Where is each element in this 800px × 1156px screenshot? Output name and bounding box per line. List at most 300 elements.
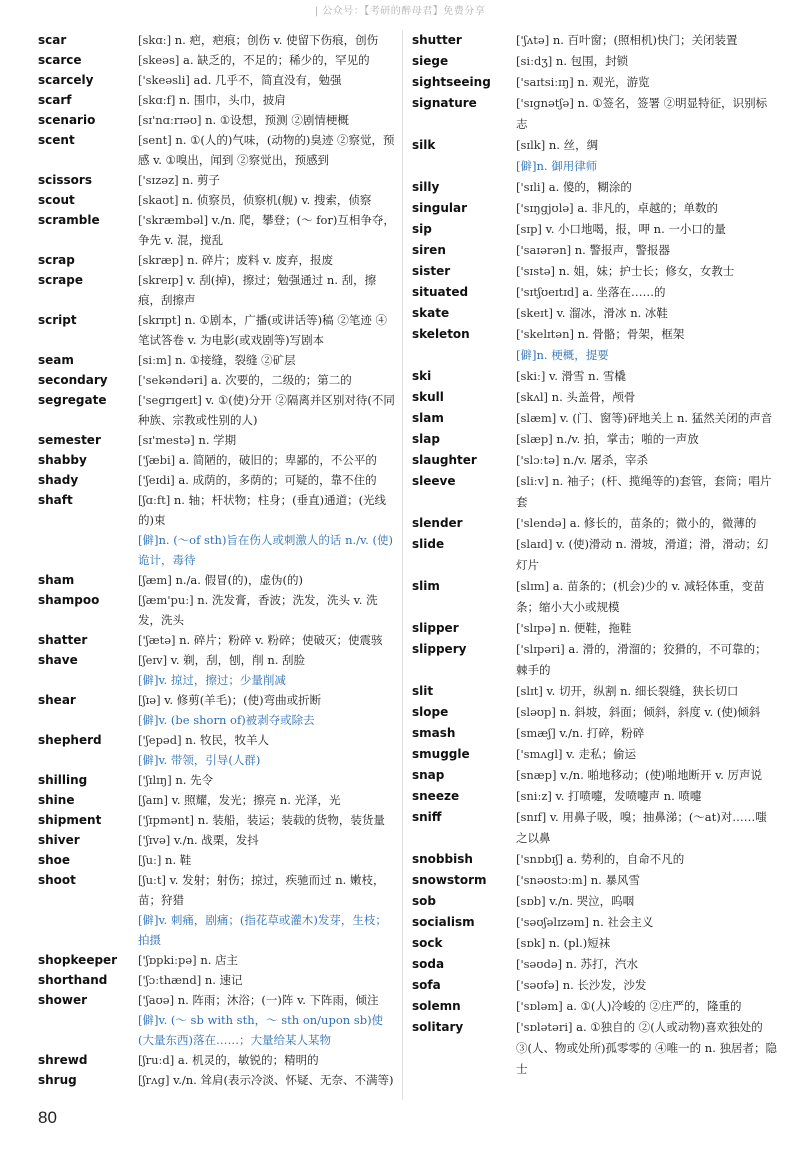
- definition-text: v. 发射；射伤；掠过，疾驰而过 n. 嫩枝，苗；狩猎: [138, 873, 385, 907]
- definition-text: n. 剪子: [178, 173, 221, 187]
- pronunciation: [sliːv]: [516, 474, 549, 488]
- headword: silk: [412, 138, 436, 152]
- dictionary-entry: [412, 324, 778, 366]
- definition-text: n. 便鞋，拖鞋: [555, 621, 632, 635]
- dictionary-entry: [412, 366, 778, 387]
- definition: [516, 975, 778, 996]
- definition: [138, 630, 396, 650]
- headword: scarcely: [38, 73, 94, 87]
- definition: [138, 350, 396, 370]
- pronunciation: [ʃɑːft]: [138, 493, 171, 507]
- dictionary-entry: [412, 639, 778, 681]
- definition-text: n. ①设想，预测 ②剧情梗概: [201, 113, 349, 127]
- definition: [516, 765, 778, 786]
- dictionary-entry: [38, 870, 396, 950]
- headword: sightseeing: [412, 75, 491, 89]
- definition-text: n./a. 假冒(的)，虚伪(的): [171, 573, 304, 587]
- dictionary-entry: [412, 219, 778, 240]
- dictionary-entry: [38, 170, 396, 190]
- pronunciation: [smæʃ]: [516, 726, 556, 740]
- definition-text: n. 速记: [201, 973, 243, 987]
- rare-meaning: [僻]v. (be shorn of)被剥夺或除去: [138, 713, 315, 727]
- dictionary-entry: [38, 130, 396, 170]
- pronunciation: ['sɪŋgjʊlə]: [516, 201, 574, 215]
- definition: [138, 990, 396, 1050]
- pronunciation: [siːdʒ]: [516, 54, 553, 68]
- pronunciation: ['sɪzəz]: [138, 173, 179, 187]
- definition-text: n. 观光，游览: [573, 75, 650, 89]
- definition: [516, 471, 778, 513]
- pronunciation: [ʃæm]: [138, 573, 172, 587]
- definition: [516, 30, 778, 51]
- definition-text: n. 碎片；废料 v. 废弃，报废: [183, 253, 333, 267]
- definition-text: n. 警报声，警报器: [571, 243, 670, 257]
- dictionary-entry: [38, 390, 396, 430]
- headword: slippery: [412, 642, 467, 656]
- headword: sneeze: [412, 789, 460, 803]
- headword: shady: [38, 473, 79, 487]
- pronunciation: [ʃeɪv]: [138, 653, 168, 667]
- pronunciation: ['sɪstə]: [516, 264, 556, 278]
- definition: [138, 870, 396, 950]
- headword: scrape: [38, 273, 83, 287]
- headword: shear: [38, 693, 76, 707]
- definition-text: a. ①独自的 ②(人或动物)喜欢独处的 ③(人、物或处所)孤零零的 ④唯一的 n. 独居者；隐士: [516, 1020, 777, 1076]
- dictionary-entry: [412, 723, 778, 744]
- definition-text: n. 店主: [196, 953, 239, 967]
- pronunciation: [slæm]: [516, 411, 557, 425]
- dictionary-entry: [38, 270, 396, 310]
- pronunciation: ['ʃæbi]: [138, 453, 176, 467]
- dictionary-entry: [412, 177, 778, 198]
- dictionary-entry: [412, 996, 778, 1017]
- definition: [516, 702, 778, 723]
- definition: [516, 1017, 778, 1080]
- pronunciation: ['snɒbɪʃ]: [516, 852, 563, 866]
- definition-text: a. 苗条的；(机会)少的 v. 减轻体重，变苗条；缩小大小或规模: [516, 579, 765, 614]
- dictionary-entry: [412, 912, 778, 933]
- definition-text: n. ①签名，签署 ②明显特征，识别标志: [516, 96, 768, 131]
- headword: shrug: [38, 1073, 77, 1087]
- definition: [516, 954, 778, 975]
- dictionary-entry: [38, 770, 396, 790]
- rare-meaning: [僻]n. 梗概，提要: [516, 348, 609, 362]
- definition-text: n. 头盖骨，颅骨: [548, 390, 636, 404]
- definition-text: n. 先令: [171, 773, 214, 787]
- dictionary-entry: [412, 135, 778, 177]
- definition: [138, 390, 396, 430]
- headword: shutter: [412, 33, 462, 47]
- definition: [138, 370, 396, 390]
- definition-text: a. ①(人)冷峻的 ②庄严的，隆重的: [562, 999, 742, 1013]
- headword: silly: [412, 180, 440, 194]
- dictionary-entry: [38, 970, 396, 990]
- definition: [516, 807, 778, 849]
- headword: shrewd: [38, 1053, 88, 1067]
- definition: [516, 786, 778, 807]
- dictionary-entry: [412, 786, 778, 807]
- headword: soda: [412, 957, 445, 971]
- pronunciation: [sɪ'mestə]: [138, 433, 195, 447]
- dictionary-entry: [412, 702, 778, 723]
- definition-text: n. 轴；杆状物；柱身；(垂直)通道；(光线的)束: [138, 493, 387, 527]
- definition-text: v./n. 哭泣，呜咽: [545, 894, 635, 908]
- dictionary-entry: [38, 30, 396, 50]
- headword: scarce: [38, 53, 82, 67]
- definition: [138, 210, 396, 250]
- definition-text: v./n. 啪地移动；(使)啪地断开 v. 厉声说: [556, 768, 763, 782]
- definition: [516, 240, 778, 261]
- definition-text: n. 斜坡，斜面；倾斜，斜度 v. (使)倾斜: [555, 705, 761, 719]
- dictionary-entry: [38, 730, 396, 770]
- definition-text: v./n. 打碎，粉碎: [555, 726, 645, 740]
- pronunciation: [slaɪd]: [516, 537, 553, 551]
- headword: sister: [412, 264, 451, 278]
- pronunciation: [sɪp]: [516, 222, 542, 236]
- rare-meaning: [僻]v. (～ sb with sth，～ sth on/upon sb)使(大量东西)落在……；大量给某人某物: [138, 1013, 384, 1047]
- dictionary-entry: [412, 72, 778, 93]
- headword: shilling: [38, 773, 88, 787]
- definition: [138, 830, 396, 850]
- definition: [516, 870, 778, 891]
- pronunciation: [slɪt]: [516, 684, 543, 698]
- headword: slit: [412, 684, 434, 698]
- definition: [516, 198, 778, 219]
- headword: situated: [412, 285, 469, 299]
- definition: [516, 261, 778, 282]
- definition: [516, 93, 778, 135]
- definition-text: n./v. 屠杀，宰杀: [559, 453, 649, 467]
- dictionary-entry: [412, 765, 778, 786]
- definition-text: n. 苏打，汽水: [562, 957, 639, 971]
- headword: scenario: [38, 113, 96, 127]
- headword: shabby: [38, 453, 87, 467]
- headword: shine: [38, 793, 75, 807]
- pronunciation: ['slɔːtə]: [516, 453, 560, 467]
- definition: [516, 51, 778, 72]
- definition: [516, 324, 778, 366]
- definition-text: n. 袖子；(杆、揽绳等的)套管，套筒；唱片套: [516, 474, 772, 509]
- definition-text: a. 坐落在……的: [578, 285, 666, 299]
- dictionary-entry: [412, 93, 778, 135]
- definition: [138, 770, 396, 790]
- dictionary-entry: [38, 470, 396, 490]
- dictionary-entry: [412, 240, 778, 261]
- definition-text: n./v. 拍，掌击；啪的一声放: [552, 432, 699, 446]
- dictionary-entry: [412, 303, 778, 324]
- pronunciation: [ʃrʌg]: [138, 1073, 170, 1087]
- pronunciation: ['sɒləm]: [516, 999, 563, 1013]
- headword: scramble: [38, 213, 100, 227]
- headword: semester: [38, 433, 101, 447]
- pronunciation: ['saɪərən]: [516, 243, 572, 257]
- definition: [516, 576, 778, 618]
- definition-text: a. 修长的，苗条的；微小的，微薄的: [566, 516, 757, 530]
- definition: [516, 429, 778, 450]
- dictionary-entry: [38, 990, 396, 1050]
- dictionary-entry: [38, 570, 396, 590]
- definition: [516, 744, 778, 765]
- definition: [138, 270, 396, 310]
- dictionary-entry: [412, 933, 778, 954]
- definition-text: n. (pl.)短袜: [545, 936, 611, 950]
- headword: snobbish: [412, 852, 473, 866]
- definition: [516, 534, 778, 576]
- dictionary-entry: [38, 810, 396, 830]
- pronunciation: [ʃɪə]: [138, 693, 161, 707]
- headword: skeleton: [412, 327, 470, 341]
- headword: scout: [38, 193, 75, 207]
- definition: [138, 1050, 396, 1070]
- headword: skate: [412, 306, 450, 320]
- definition-text: n. 暴风雪: [587, 873, 640, 887]
- dictionary-entry: [38, 650, 396, 690]
- pronunciation: [snæp]: [516, 768, 557, 782]
- definition: [138, 850, 396, 870]
- dictionary-entry: [38, 70, 396, 90]
- definition: [138, 690, 396, 730]
- definition-text: v. 照耀，发光；擦亮 n. 光泽，光: [168, 793, 341, 807]
- headword: shoe: [38, 853, 71, 867]
- pronunciation: ['skræmbəl]: [138, 213, 209, 227]
- pronunciation: [slæp]: [516, 432, 553, 446]
- headword: slam: [412, 411, 444, 425]
- definition: [516, 387, 778, 408]
- headword: shave: [38, 653, 78, 667]
- dictionary-entry: [412, 30, 778, 51]
- headword: segregate: [38, 393, 107, 407]
- rare-meaning: [僻]v. 掠过，擦过；少量削减: [138, 673, 286, 687]
- definition-text: a. 势利的，自命不凡的: [562, 852, 685, 866]
- definition-text: v. 走私；偷运: [562, 747, 637, 761]
- definition: [138, 570, 396, 590]
- headword: skull: [412, 390, 444, 404]
- definition: [516, 72, 778, 93]
- pronunciation: [skreɪp]: [138, 273, 184, 287]
- headword: shopkeeper: [38, 953, 118, 967]
- definition: [138, 810, 396, 830]
- pronunciation: ['sekəndəri]: [138, 373, 208, 387]
- pronunciation: [skrɪpt]: [138, 313, 182, 327]
- headword: seam: [38, 353, 74, 367]
- definition: [516, 135, 778, 177]
- pronunciation: [slɪm]: [516, 579, 550, 593]
- headword: scent: [38, 133, 75, 147]
- definition: [516, 849, 778, 870]
- dictionary-entry: [38, 310, 396, 350]
- pronunciation: ['ʃɒpkiːpə]: [138, 953, 197, 967]
- headword: slim: [412, 579, 440, 593]
- definition: [138, 70, 396, 90]
- pronunciation: ['slɪpəri]: [516, 642, 565, 656]
- rare-meaning: [僻]v. 带领，引导(人群): [138, 753, 261, 767]
- headword: ski: [412, 369, 432, 383]
- definition: [138, 250, 396, 270]
- headword: sofa: [412, 978, 441, 992]
- dictionary-entry: [412, 807, 778, 849]
- pronunciation: ['ʃeɪdi]: [138, 473, 175, 487]
- headword: sip: [412, 222, 432, 236]
- headword: scrap: [38, 253, 75, 267]
- headword: scissors: [38, 173, 92, 187]
- pronunciation: [sent]: [138, 133, 172, 147]
- definition: [138, 450, 396, 470]
- definition: [138, 90, 396, 110]
- dictionary-entry: [412, 954, 778, 975]
- definition-text: n. 鞋: [161, 853, 192, 867]
- definition-text: v./n. 爬，攀登；(～ for)互相争夺，争先 v. 混，搅乱: [138, 213, 395, 247]
- column-divider: [402, 30, 403, 1100]
- headword: scarf: [38, 93, 72, 107]
- headword: siren: [412, 243, 446, 257]
- definition: [516, 282, 778, 303]
- headword: shipment: [38, 813, 102, 827]
- rare-meaning: [僻]n. 御用律师: [516, 159, 598, 173]
- pronunciation: [skeɪt]: [516, 306, 553, 320]
- definition: [516, 996, 778, 1017]
- headword: shoot: [38, 873, 76, 887]
- dictionary-entry: [412, 744, 778, 765]
- headword: solitary: [412, 1020, 464, 1034]
- headword: slaughter: [412, 453, 477, 467]
- dictionary-entry: [412, 681, 778, 702]
- definition-text: n. 装船，装运；装载的货物，装货量: [194, 813, 385, 827]
- pronunciation: [ʃuː]: [138, 853, 162, 867]
- definition-text: n. 洗发膏，香波；洗发，洗头 v. 洗发，洗头: [138, 593, 378, 627]
- headword: slide: [412, 537, 445, 551]
- dictionary-entry: [38, 110, 396, 130]
- definition: [516, 618, 778, 639]
- dictionary-entry: [412, 618, 778, 639]
- pronunciation: [ʃuːt]: [138, 873, 166, 887]
- pronunciation: [ʃruːd]: [138, 1053, 175, 1067]
- headword: snap: [412, 768, 445, 782]
- definition-text: n. ①(人的)气味，(动物的)臭迹 ②察觉，预感 v. ①嗅出，闻到 ②察觉出，预感到: [138, 133, 395, 167]
- definition-text: n. 牧民，牧羊人: [181, 733, 269, 747]
- definition-text: a. 缺乏的，不足的；稀少的，罕见的: [179, 53, 370, 67]
- dictionary-entry: [38, 830, 396, 850]
- definition-text: v. 刮(掉)，擦过；勉强通过 n. 刮，擦痕，刮擦声: [138, 273, 377, 307]
- headword: shiver: [38, 833, 80, 847]
- page-number: 80: [38, 1108, 57, 1127]
- definition-text: n. 侦察员，侦察机(舰) v. 搜索，侦察: [178, 193, 372, 207]
- dictionary-entry: [38, 250, 396, 270]
- pronunciation: [skʌl]: [516, 390, 549, 404]
- definition: [516, 303, 778, 324]
- pronunciation: ['smʌgl]: [516, 747, 563, 761]
- pronunciation: ['snəʊstɔːm]: [516, 873, 588, 887]
- pronunciation: [sɒb]: [516, 894, 546, 908]
- pronunciation: [skeəs]: [138, 53, 180, 67]
- definition-text: a. 机灵的，敏锐的；精明的: [174, 1053, 319, 1067]
- headword: slipper: [412, 621, 459, 635]
- dictionary-entry: [412, 576, 778, 618]
- pronunciation: ['sɒlətəri]: [516, 1020, 573, 1034]
- pronunciation: ['ʃaʊə]: [138, 993, 175, 1007]
- definition-text: n. 百叶窗；(照相机)快门；关闭装置: [549, 33, 738, 47]
- definition-text: a. 非凡的，卓越的；单数的: [573, 201, 718, 215]
- definition: [138, 650, 396, 690]
- headword: singular: [412, 201, 468, 215]
- headword: shepherd: [38, 733, 102, 747]
- definition: [138, 190, 396, 210]
- pronunciation: ['ʃɔːthænd]: [138, 973, 202, 987]
- dictionary-entry: [412, 534, 778, 576]
- definition: [516, 219, 778, 240]
- dictionary-entry: [38, 690, 396, 730]
- definition-text: n. 疤，疤痕；创伤 v. 使留下伤痕，创伤: [171, 33, 379, 47]
- dictionary-entry: [38, 450, 396, 470]
- definition: [516, 912, 778, 933]
- pronunciation: ['slɪpə]: [516, 621, 556, 635]
- pronunciation: [skɑː]: [138, 33, 172, 47]
- definition-text: a. 简陋的，破旧的；卑鄙的，不公平的: [175, 453, 377, 467]
- definition: [138, 490, 396, 570]
- pronunciation: ['skelɪtən]: [516, 327, 574, 341]
- headword: signature: [412, 96, 477, 110]
- dictionary-entry: [38, 790, 396, 810]
- dictionary-entry: [38, 370, 396, 390]
- dictionary-entry: [412, 1017, 778, 1080]
- headword: smuggle: [412, 747, 470, 761]
- pronunciation: ['skeəsli]: [138, 73, 190, 87]
- definition-text: n. 长沙发，沙发: [559, 978, 647, 992]
- dictionary-entry: [412, 513, 778, 534]
- pronunciation: ['ʃɪlɪŋ]: [138, 773, 172, 787]
- pronunciation: ['sɪtʃʊeɪtɪd]: [516, 285, 579, 299]
- dictionary-entry: [38, 430, 396, 450]
- dictionary-entry: [38, 350, 396, 370]
- pronunciation: [sɒk]: [516, 936, 546, 950]
- definition-text: v./n. 战栗，发抖: [170, 833, 259, 847]
- headword: shorthand: [38, 973, 108, 987]
- dictionary-entry: [38, 850, 396, 870]
- dictionary-entry: [38, 190, 396, 210]
- headword: shower: [38, 993, 88, 1007]
- definition: [516, 450, 778, 471]
- pronunciation: ['ʃɪvə]: [138, 833, 171, 847]
- pronunciation: ['slendə]: [516, 516, 567, 530]
- definition: [138, 970, 396, 990]
- dictionary-entry: [38, 50, 396, 70]
- pronunciation: ['saɪtsiːɪŋ]: [516, 75, 574, 89]
- definition-text: v. (门、窗等)砰地关上 n. 猛然关闭的声音: [556, 411, 773, 425]
- dictionary-entry: [38, 1050, 396, 1070]
- pronunciation: [sɪlk]: [516, 138, 546, 152]
- dictionary-entry: [38, 590, 396, 630]
- dictionary-entry: [412, 261, 778, 282]
- headword: shatter: [38, 633, 88, 647]
- headword: snowstorm: [412, 873, 487, 887]
- pronunciation: ['sɪli]: [516, 180, 546, 194]
- definition: [138, 110, 396, 130]
- dictionary-entry: [38, 210, 396, 250]
- definition-text: v. ①(使)分开 ②隔离并区别对待(不同种族、宗教或性别的人): [138, 393, 395, 427]
- definition: [138, 310, 396, 350]
- definition: [516, 177, 778, 198]
- pronunciation: [skaʊt]: [138, 193, 179, 207]
- headword: scar: [38, 33, 67, 47]
- pronunciation: ['səʊfə]: [516, 978, 560, 992]
- definition-text: n. ①接缝，裂缝 ②矿层: [171, 353, 296, 367]
- definition-text: ad. 几乎不，简直没有，勉强: [189, 73, 342, 87]
- dictionary-entry: [412, 849, 778, 870]
- pronunciation: [ʃaɪn]: [138, 793, 169, 807]
- definition-text: v. 用鼻子吸，嗅；抽鼻涕；(～at)对……嗤之以鼻: [516, 810, 767, 845]
- pronunciation: ['ʃætə]: [138, 633, 176, 647]
- pronunciation: [sniːz]: [516, 789, 552, 803]
- dictionary-entry: [412, 429, 778, 450]
